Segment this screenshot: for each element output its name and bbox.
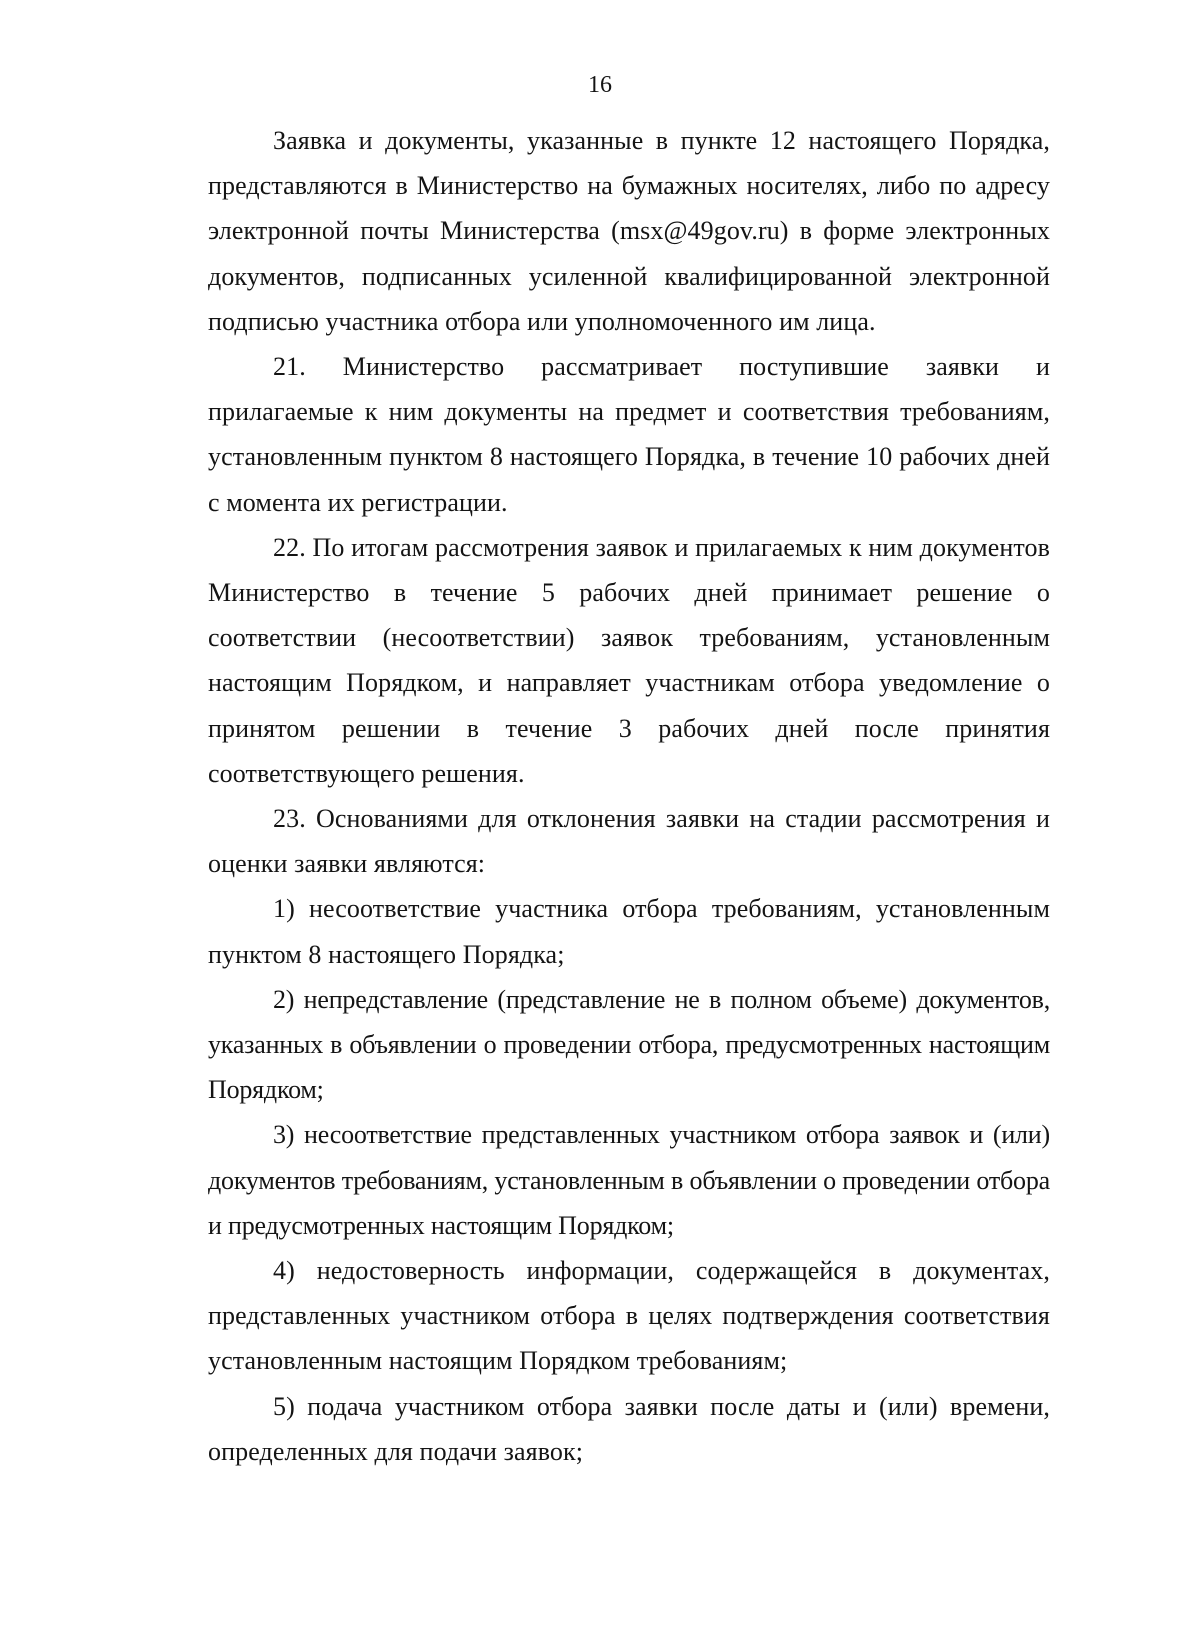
list-item-3: 3) несоответствие представленных участником отбора заявок и (или) документов требованиям, установленным в объявлении о проведении отбора и предусмотренных настоящим Порядком; xyxy=(208,1120,1050,1240)
paragraph-22: 22. По итогам рассмотрения заявок и прилагаемых к ним документов Министерство в течение 5 рабочих дней принимает решение о соответствии (несоответствии) заявок требованиям, установленным настоящим Порядком, и направляет участникам отбора уведомление о принятом решении в течение 3 рабочих дней после принятия соответствующего решения. xyxy=(208,532,1050,788)
list-item-5: 5) подача участником отбора заявки после даты и (или) времени, определенных для подачи заявок; xyxy=(208,1391,1050,1466)
list-item-2: 2) непредставление (представление не в полном объеме) документов, указанных в объявлении о проведении отбора, предусмотренных настоящим Порядком; xyxy=(208,984,1050,1105)
paragraph-23: 23. Основаниями для отклонения заявки на стадии рассмотрения и оценки заявки являются: xyxy=(208,804,1050,879)
document-body xyxy=(208,118,1050,1474)
paragraph-21: 21. Министерство рассматривает поступившие заявки и прилагаемые к ним документы на предмет и соответствия требованиям, установленным пунктом 8 настоящего Порядка, в течение 10 рабочих дней с момента их регистрации. xyxy=(208,352,1050,517)
list-item-1: 1) несоответствие участника отбора требованиям, установленным пунктом 8 настоящего Порядка; xyxy=(208,894,1050,969)
page-number: 16 xyxy=(588,72,612,98)
paragraph-application-submission: Заявка и документы, указанные в пункте 12 настоящего Порядка, представляются в Министерство на бумажных носителях, либо по адресу электронной почты Министерства (msx@49gov.ru) в форме электронных документов, подписанных усиленной квалифицированной электронной подписью участника отбора или уполномоченного им лица. xyxy=(208,126,1050,336)
list-item-4: 4) недостоверность информации, содержащейся в документах, представленных участником отбора в целях подтверждения соответствия установленным настоящим Порядком требованиям; xyxy=(208,1256,1050,1376)
